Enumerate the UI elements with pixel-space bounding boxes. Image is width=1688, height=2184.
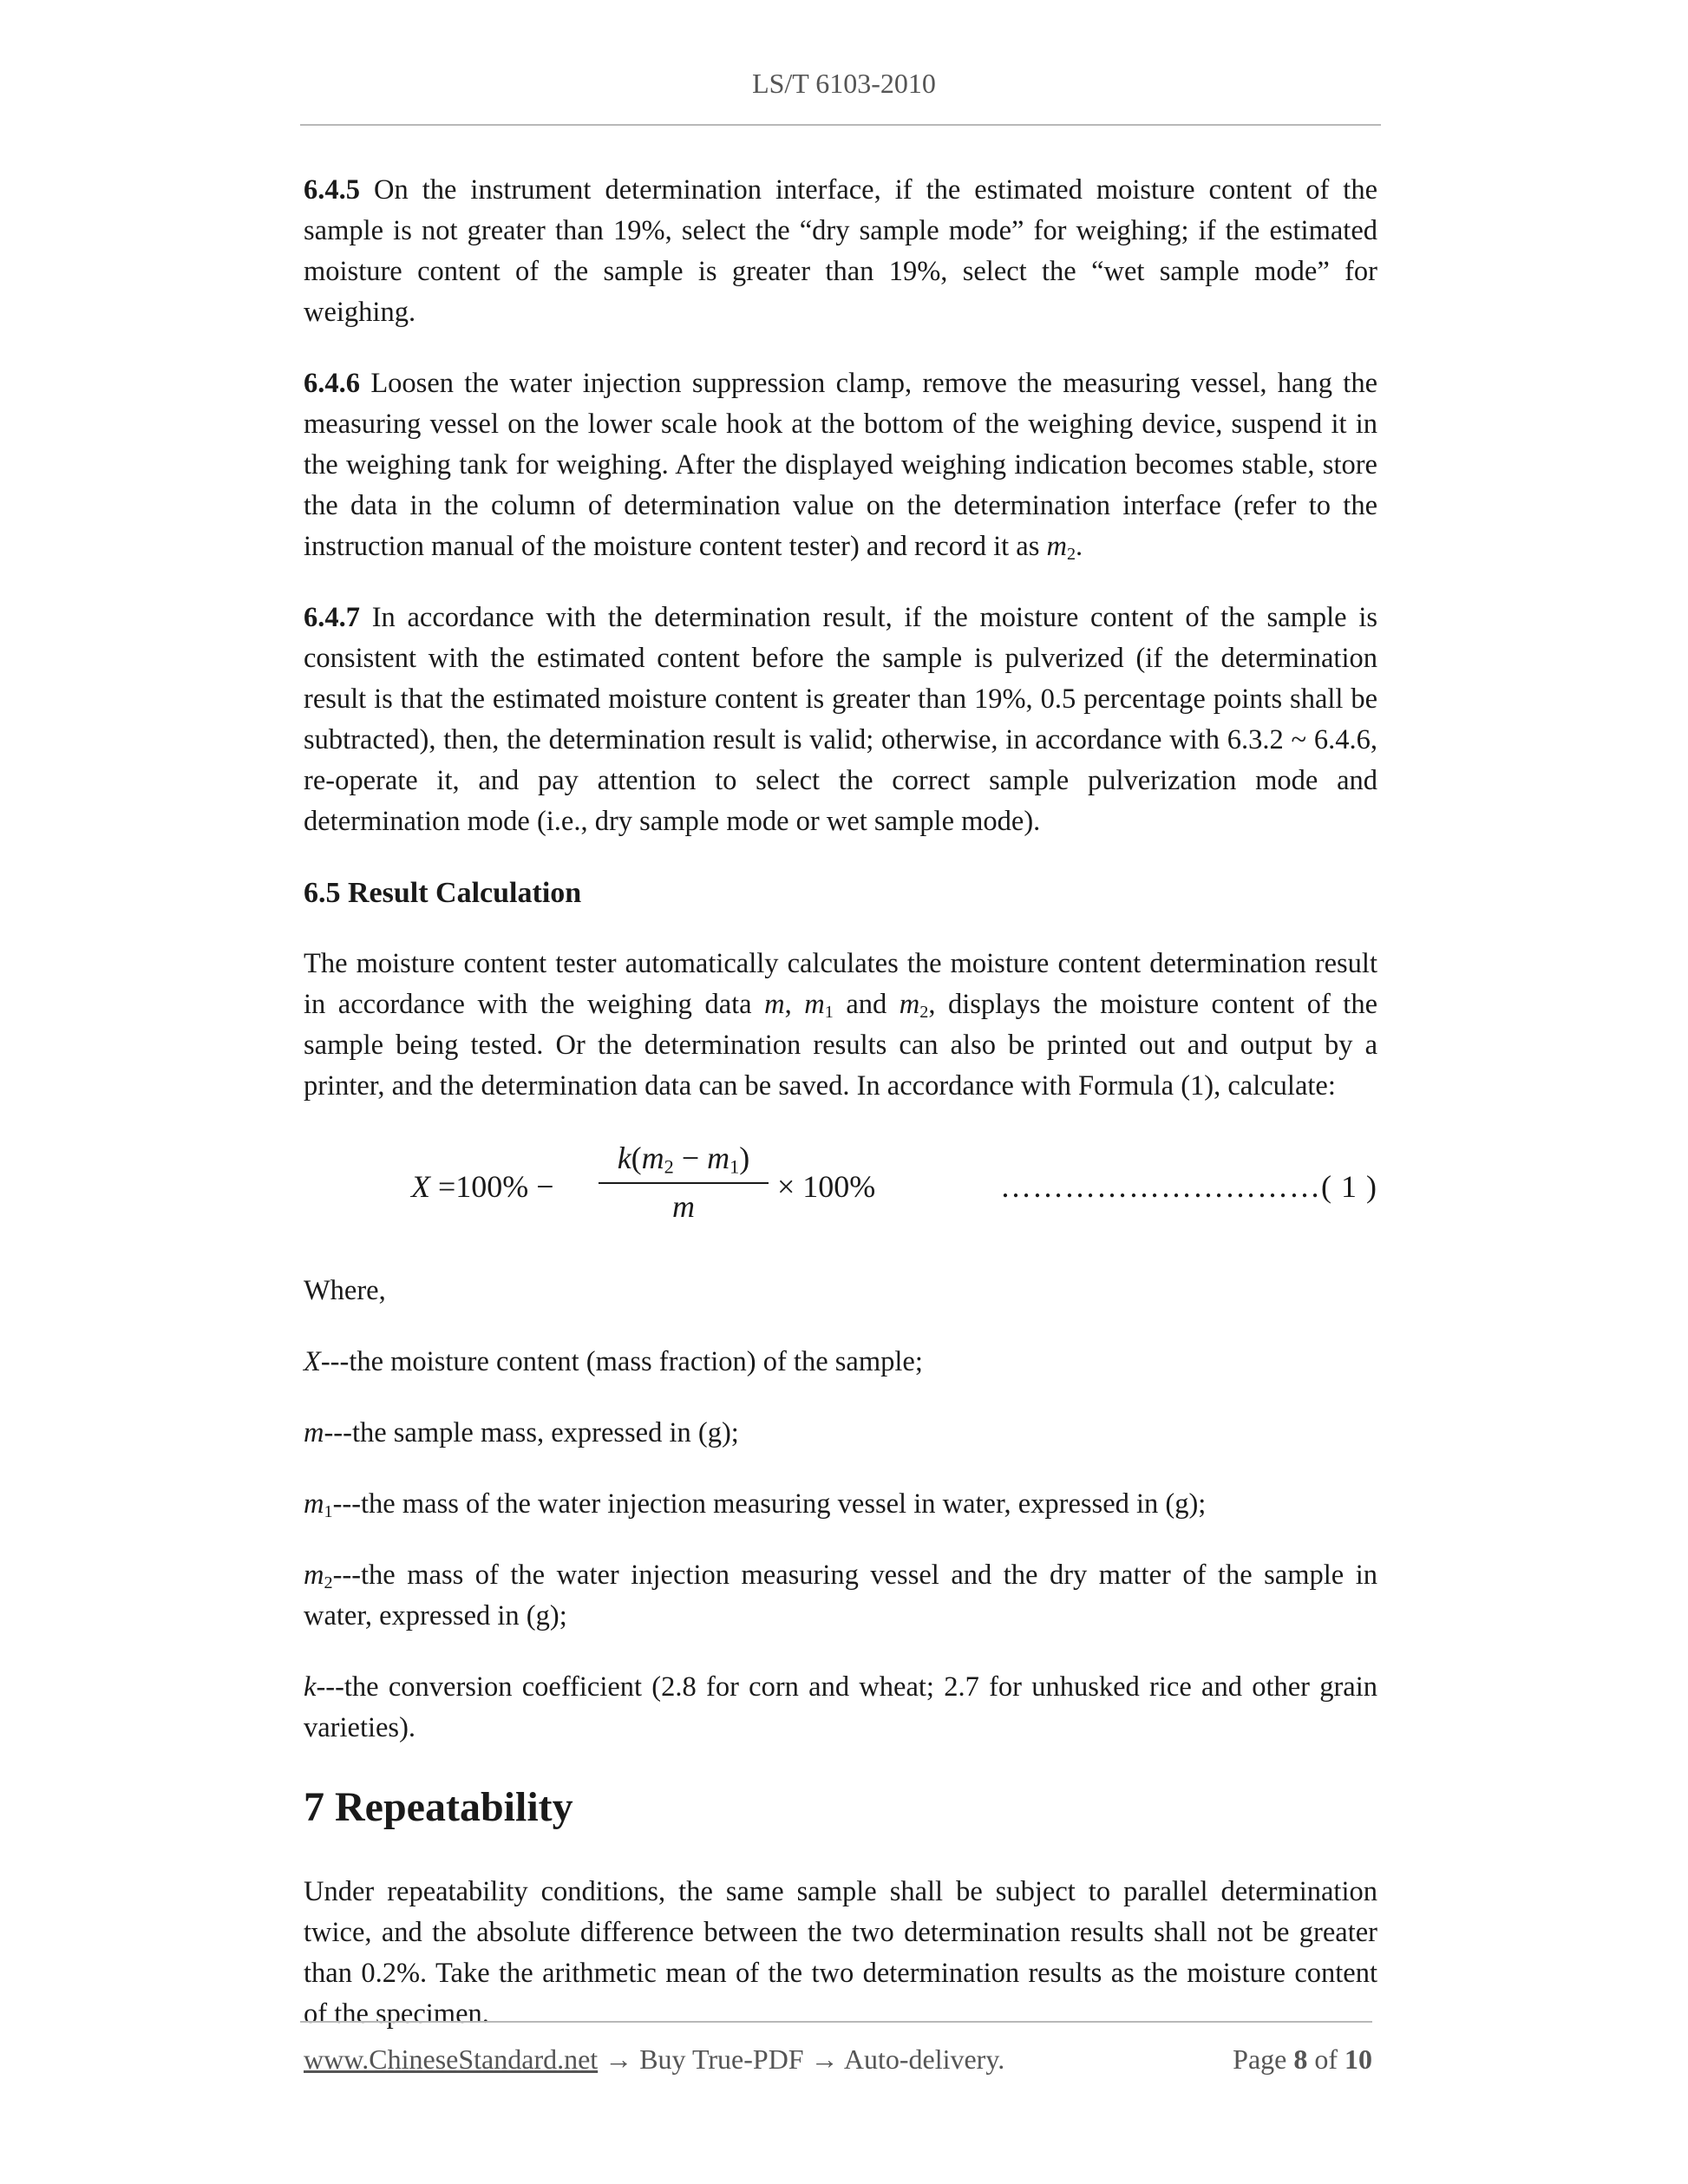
of-label: of bbox=[1307, 2043, 1345, 2075]
formula-rhs: × 100% bbox=[777, 1169, 876, 1204]
clause-number: 6.4.5 bbox=[304, 174, 360, 206]
definition-item bbox=[304, 1667, 1377, 1749]
definition-text: ---the mass of the water injection measuring vessel and the dry matter of the sample in water, expressed in (g); bbox=[304, 1560, 1377, 1631]
text-run: , displays the moisture content of the sample being tested. Or the determination results can also be printed out and output by a printer, and the determination data can be saved. In accordance with Formula (1), calculate: bbox=[304, 989, 1377, 1102]
clause-6-4-6 bbox=[304, 363, 1377, 567]
variable: m bbox=[764, 989, 785, 1020]
definition-text: ---the mass of the water injection measuring vessel in water, expressed in (g); bbox=[332, 1488, 1207, 1520]
variable: k bbox=[304, 1671, 317, 1703]
page-indicator bbox=[1233, 2043, 1372, 2076]
formula-text: ( bbox=[631, 1141, 642, 1175]
formula-1 bbox=[304, 1137, 1377, 1248]
definition-item bbox=[304, 1342, 1377, 1383]
clause-number: 6.4.6 bbox=[304, 368, 360, 399]
text-run: , bbox=[784, 989, 805, 1020]
header-divider bbox=[300, 124, 1381, 126]
where-intro: Where, bbox=[304, 1275, 386, 1306]
section-heading-7: 7 Repeatability bbox=[304, 1784, 573, 1830]
text-run: and bbox=[833, 989, 900, 1020]
fraction-numerator bbox=[599, 1139, 769, 1184]
variable: m bbox=[304, 1560, 324, 1591]
page-content bbox=[304, 170, 1377, 2065]
variable: m bbox=[304, 1488, 324, 1520]
total-pages: 10 bbox=[1345, 2043, 1372, 2075]
definition-item bbox=[304, 1555, 1377, 1637]
subscript: 2 bbox=[919, 1003, 929, 1023]
current-page: 8 bbox=[1293, 2043, 1308, 2075]
formula-text: =100% − bbox=[430, 1169, 554, 1204]
page-label: Page bbox=[1233, 2043, 1294, 2075]
clause-text: In accordance with the determination result, if the moisture content of the sample is consistent with the estimated content before the sample is pulverized (if the determination result is that the estimated moisture content is greater than 19%, 0.5 percentage points shall be subtracted), then, the determination result is valid; otherwise, in accordance with 6.3.2 ~ 6.4.6, re-operate it, and pay attention to select the correct sample pulverization mode and determination mode (i.e., dry sample mode or wet sample mode). bbox=[304, 602, 1377, 837]
footer-divider bbox=[300, 2021, 1372, 2023]
footer-promo: → Buy True-PDF → Auto-delivery. bbox=[598, 2043, 1005, 2075]
variable: m bbox=[1046, 531, 1067, 562]
formula-fraction bbox=[599, 1139, 769, 1226]
text-run: The moisture content tester automatically calculates the moisture content determination result in accordance with the weighing data bbox=[304, 948, 1377, 1020]
formula-number: …………………………( 1 ) bbox=[1000, 1169, 1377, 1204]
variable: m bbox=[899, 989, 920, 1020]
definition-item bbox=[304, 1484, 1377, 1525]
subscript: 2 bbox=[324, 1573, 333, 1593]
result-calculation-paragraph bbox=[304, 944, 1377, 1107]
page-footer bbox=[304, 2043, 1372, 2076]
subscript: 1 bbox=[324, 1502, 333, 1522]
clause-6-4-5 bbox=[304, 170, 1377, 333]
formula-lhs bbox=[411, 1167, 554, 1207]
subscript: 1 bbox=[824, 1003, 834, 1023]
fraction-denominator: m bbox=[672, 1189, 695, 1224]
clause-text: Loosen the water injection suppression clamp, remove the measuring vessel, hang the measuring vessel on the lower scale hook at the bottom of the weighing device, suspend it in the weighing tank for weighing. After the displayed weighing indication becomes stable, store the data in the column of determination value on the determination interface (refer to the instruction manual of the moisture content tester) and record it as bbox=[304, 368, 1377, 562]
variable: X bbox=[411, 1169, 430, 1204]
subscript: 1 bbox=[730, 1155, 740, 1178]
document-code: LS/T 6103-2010 bbox=[752, 68, 936, 99]
repeatability-paragraph: Under repeatability conditions, the same sample shall be subject to parallel determination twice, and the absolute difference between the two determination results shall not be greater than 0.2%. Take the arithmetic mean of the two determination results as the moisture content of the specimen. bbox=[304, 1876, 1377, 2030]
site-link[interactable]: www.ChineseStandard.net bbox=[304, 2043, 599, 2075]
formula-text: − bbox=[673, 1141, 708, 1175]
subscript: 2 bbox=[664, 1155, 674, 1178]
definition-text: ---the conversion coefficient (2.8 for corn and wheat; 2.7 for unhusked rice and other grain varieties). bbox=[304, 1671, 1377, 1743]
variable: k bbox=[617, 1141, 631, 1175]
formula-text: ) bbox=[739, 1141, 750, 1175]
clause-end: . bbox=[1076, 531, 1083, 562]
variable: m bbox=[304, 1417, 324, 1448]
subscript: 2 bbox=[1066, 545, 1076, 565]
variable: m bbox=[804, 989, 825, 1020]
clause-number: 6.4.7 bbox=[304, 602, 360, 633]
definition-text: ---the moisture content (mass fraction) of the sample; bbox=[320, 1346, 923, 1377]
definition-item bbox=[304, 1413, 1377, 1454]
variable: m bbox=[707, 1141, 730, 1175]
variable: m bbox=[641, 1141, 664, 1175]
definition-text: ---the sample mass, expressed in (g); bbox=[324, 1417, 739, 1448]
clause-6-4-7 bbox=[304, 598, 1377, 842]
variable: X bbox=[304, 1346, 321, 1377]
clause-text: On the instrument determination interface, if the estimated moisture content of the sample is not greater than 19%, select the “dry sample mode” for weighing; if the estimated moisture content of the sample is greater than 19%, select the “wet sample mode” for weighing. bbox=[304, 174, 1377, 328]
section-heading-6-5: 6.5 Result Calculation bbox=[304, 877, 582, 909]
